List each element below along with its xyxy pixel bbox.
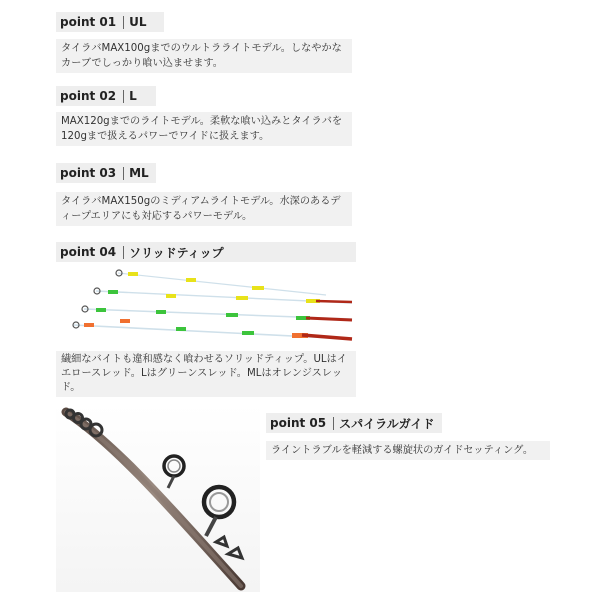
point-04-description: 繊細なバイトも違和感なく喰わせるソリッドティップ。ULはイエロースレッド。Lはグリーンスレッド。MLはオレンジスレッド。 bbox=[56, 351, 356, 397]
point-02-title: L bbox=[129, 89, 137, 103]
point-05-title: スパイラルガイド bbox=[339, 416, 435, 431]
point-01-title: UL bbox=[129, 15, 147, 29]
heading-divider bbox=[123, 167, 124, 180]
point-03-title: ML bbox=[129, 166, 149, 180]
heading-divider bbox=[123, 246, 124, 259]
spiral-guide-photo bbox=[56, 404, 260, 592]
point-01-heading bbox=[56, 12, 164, 32]
point-01-label: point 01 bbox=[60, 15, 117, 29]
point-02-heading bbox=[56, 86, 156, 106]
point-04-title: ソリッドティップ bbox=[129, 245, 224, 260]
point-05-label: point 05 bbox=[270, 416, 327, 430]
solid-tip-photo bbox=[56, 265, 356, 351]
heading-divider bbox=[333, 417, 334, 430]
point-04-label: point 04 bbox=[60, 245, 117, 259]
point-03-heading bbox=[56, 163, 156, 183]
point-05-description: ライントラブルを軽減する螺旋状のガイドセッティング。 bbox=[266, 441, 550, 460]
point-02-description: MAX120gまでのライトモデル。柔軟な喰い込みとタイラバを120gまで扱えるパワーでワイドに扱えます。 bbox=[56, 112, 352, 146]
point-03-description: タイラバMAX150gのミディアムライトモデル。水深のあるディープエリアにも対応するパワーモデル。 bbox=[56, 192, 352, 226]
point-05-heading bbox=[266, 413, 442, 433]
heading-divider bbox=[123, 16, 124, 29]
heading-divider bbox=[123, 90, 124, 103]
point-01-description: タイラバMAX100gまでのウルトラライトモデル。しなやかなカーブでしっかり喰い込ませます。 bbox=[56, 39, 352, 73]
point-03-label: point 03 bbox=[60, 166, 117, 180]
point-02-label: point 02 bbox=[60, 89, 117, 103]
point-04-heading bbox=[56, 242, 356, 262]
